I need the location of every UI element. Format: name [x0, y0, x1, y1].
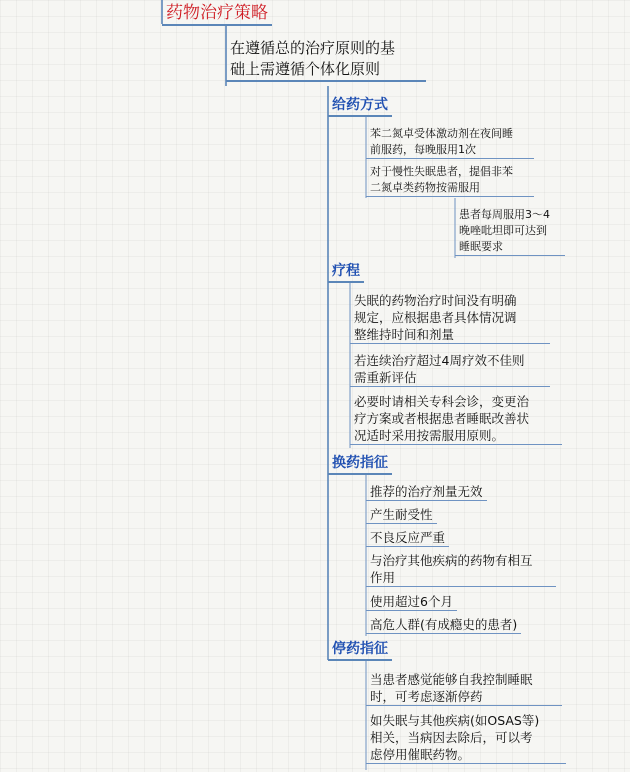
branch-stop-indications[interactable]: 停药指征: [328, 640, 392, 661]
principle-topic[interactable]: 在遵循总的治疗原则的基 础上需遵循个体化原则: [226, 38, 426, 82]
switch-item-5[interactable]: 使用超过6个月: [366, 593, 457, 611]
branch-switch-indications[interactable]: 换药指征: [328, 454, 392, 475]
branch-dosing-method[interactable]: 给药方式: [328, 96, 392, 117]
course-item-3[interactable]: 必要时请相关专科会诊，变更治 疗方案或者根据患者睡眠改善状 况适时采用按需服用原则。: [350, 393, 562, 445]
dosing-item-2[interactable]: 对于慢性失眠患者，提倡非苯 二氮卓类药物按需服用: [366, 164, 534, 197]
switch-item-4[interactable]: 与治疗其他疾病的药物有相互 作用: [366, 552, 556, 587]
switch-item-1[interactable]: 推荐的治疗剂量无效: [366, 483, 487, 501]
stop-item-2[interactable]: 如失眠与其他疾病(如OSAS等) 相关，当病因去除后，可以考 虑停用催眠药物。: [366, 712, 566, 764]
dosing-item-3[interactable]: 患者每周服用3～4 晚唑吡坦即可达到 睡眠要求: [455, 207, 565, 256]
course-item-2[interactable]: 若连续治疗超过4周疗效不佳则 需重新评估: [350, 352, 550, 387]
dosing-item-1[interactable]: 苯二氮卓受体激动剂在夜间睡 前服药，每晚服用1次: [366, 126, 534, 159]
root-topic[interactable]: 药物治疗策略: [162, 2, 272, 26]
stop-item-1[interactable]: 当患者感觉能够自我控制睡眠 时，可考虑逐渐停药: [366, 671, 562, 706]
switch-item-3[interactable]: 不良反应严重: [366, 529, 449, 547]
switch-item-6[interactable]: 高危人群(有成瘾史的患者): [366, 616, 521, 634]
branch-treatment-course[interactable]: 疗程: [328, 262, 364, 283]
course-item-1[interactable]: 失眠的药物治疗时间没有明确 规定，应根据患者具体情况调 整维持时间和剂量: [350, 292, 550, 344]
switch-item-2[interactable]: 产生耐受性: [366, 506, 437, 524]
